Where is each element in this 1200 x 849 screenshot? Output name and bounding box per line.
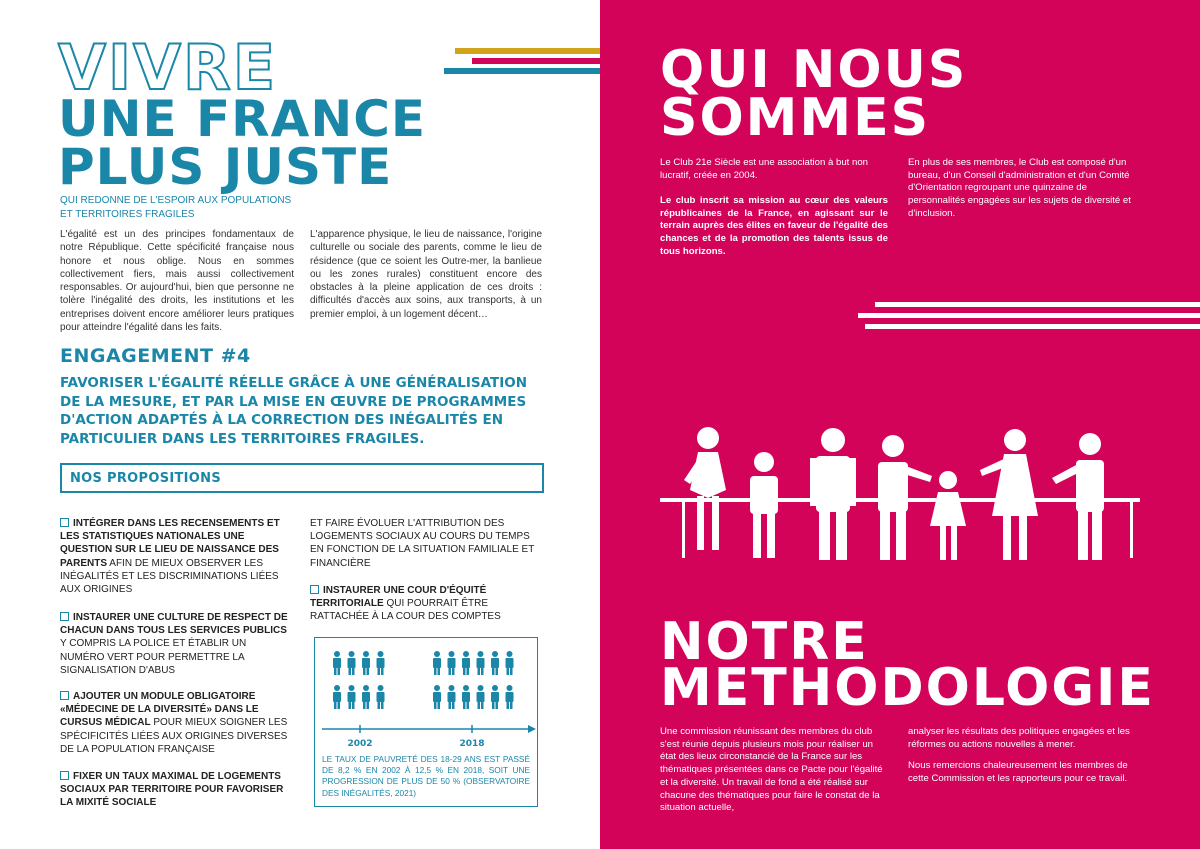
girl-figure-icon bbox=[930, 471, 966, 560]
people-table-pictogram bbox=[660, 420, 1150, 570]
methodologie-col-1: Une commission réunissant des membres du club s'est réunie depuis plusieurs mois pour réaliser un état des lieux circonstancié de la France sur les thématiques présentées dans ce Pacte pour l'égalité et la diversité. Un travail de fond a été réalisé sur chacune des thématiques pour faire le constat de la situation actuelle, bbox=[660, 726, 883, 814]
subtitle: QUI REDONNE DE L'ESPOIR AUX POPULATIONS ET TERRITOIRES FRAGILES bbox=[60, 195, 292, 220]
qui-nous-sommes-line-2: SOMMES bbox=[660, 88, 931, 148]
table-leg-left bbox=[682, 500, 685, 558]
table-leg-right bbox=[1130, 500, 1133, 558]
proposition-3: AJOUTER UN MODULE OBLIGATOIRE «MÉDECINE DE LA DIVERSITÉ» DANS LE CURSUS MÉDICAL POUR MIEUX SOIGNER LES SPÉCIFICITÉS LIÉES AUX ORIGINES DIVERSES DE LA POPULATION FRANÇAISE bbox=[60, 691, 288, 755]
gold-stripe bbox=[455, 48, 600, 54]
checkbox-icon bbox=[60, 518, 69, 527]
year-2018-label: 2018 bbox=[459, 739, 485, 749]
qui-nous-sommes-line-1: QUI NOUS bbox=[660, 40, 968, 100]
timeline-arrow-icon bbox=[528, 725, 536, 733]
person-icon bbox=[333, 651, 341, 675]
year-2002-label: 2002 bbox=[347, 739, 373, 749]
person-icon bbox=[448, 651, 456, 675]
qui-col-1-mission: Le club inscrit sa mission au cœur des valeurs républicaines de la France, en agissant sur le terrain auprès des élites en faveur de l'égalité des chances et de la promotion des talents issus de tous horizons. bbox=[660, 195, 888, 257]
proposition-5: INSTAURER UNE COUR D'ÉQUITÉ TERRITORIALE QUI POURRAIT ÊTRE RATTACHÉE À LA COUR DES COMPTES bbox=[310, 585, 501, 623]
title-line-3: PLUS JUSTE bbox=[58, 138, 393, 196]
white-stripe-3 bbox=[865, 324, 1200, 329]
person-icon bbox=[462, 651, 470, 675]
person-icon bbox=[433, 685, 441, 709]
child-figure-icon bbox=[750, 452, 778, 558]
person-icon bbox=[506, 651, 514, 675]
person-icon bbox=[377, 651, 385, 675]
man-right-figure-icon bbox=[1052, 433, 1104, 560]
man-pointing-figure-icon bbox=[878, 435, 932, 560]
notre-methodologie-line-2: METHODOLOGIE bbox=[660, 658, 1155, 718]
checkbox-icon bbox=[60, 691, 69, 700]
person-icon bbox=[448, 685, 456, 709]
man-figure-icon bbox=[810, 428, 856, 560]
person-icon bbox=[377, 685, 385, 709]
propositions-heading-box bbox=[60, 463, 544, 493]
person-icon bbox=[506, 685, 514, 709]
person-icon bbox=[362, 685, 370, 709]
title-line-2: UNE FRANCE bbox=[58, 90, 427, 148]
person-icon bbox=[491, 651, 499, 675]
person-icon bbox=[333, 685, 341, 709]
woman-right-figure-icon bbox=[980, 429, 1038, 560]
proposition-4: FIXER UN TAUX MAXIMAL DE LOGEMENTS SOCIAUX PAR TERRITOIRE POUR FAVORISER LA MIXITÉ SOCIALE bbox=[60, 771, 284, 809]
proposition-2: INSTAURER UNE CULTURE DE RESPECT DE CHACUN DANS TOUS LES SERVICES PUBLICS Y COMPRIS LA POLICE ET ÉTABLIR UN NUMÉRO VERT POUR PERMETTRE LA SIGNALISATION D'ABUS bbox=[60, 612, 288, 676]
engagement-text: FAVORISER L'ÉGALITÉ RÉELLE GRÂCE À UNE GÉNÉRALISATION DE LA MESURE, ET PAR LA MISE EN ŒUVRE DE PROGRAMMES D'ACTION ADAPTÉS À LA CORRECTION DES INÉGALITÉS EN PARTICULIER DANS LES TERRITOIRES FRAGILES. bbox=[60, 375, 528, 447]
intro-col-1: L'égalité est un des principes fondamentaux de notre République. Cette spécificité française nous honore et nous oblige. Nous en sommes collectivement fiers, mais aussi collectivement responsables. Or aujourd'hui, bien que personne ne tolère l'inégalité des droits, les institutions et les entreprises doivent encore améliorer leurs pratiques pour atteindre l'égalité dans les faits. bbox=[60, 229, 294, 334]
white-stripe-1 bbox=[875, 302, 1200, 307]
person-icon bbox=[348, 651, 356, 675]
qui-col-1-intro: Le Club 21e Siècle est une association à but non lucratif, créée en 2004. bbox=[660, 157, 869, 181]
blue-stripe bbox=[444, 68, 600, 74]
poverty-infographic bbox=[314, 637, 538, 757]
white-stripe-2 bbox=[858, 313, 1200, 318]
checkbox-icon bbox=[310, 585, 319, 594]
methodologie-col-2-p2: Nous remercions chaleureusement les membres de cette Commission et les rapporteurs pour ce travail. bbox=[908, 760, 1128, 784]
person-icon bbox=[491, 685, 499, 709]
magenta-stripe bbox=[472, 58, 600, 64]
checkbox-icon bbox=[60, 612, 69, 621]
right-page bbox=[600, 0, 1200, 849]
notre-methodologie-line-1: NOTRE bbox=[660, 612, 869, 672]
proposition-1: INTÉGRER DANS LES RECENSEMENTS ET LES STATISTIQUES NATIONALES UNE QUESTION SUR LE LIEU DE NAISSANCE DES PARENTS AFIN DE MIEUX OBSERVER LES INÉGALITÉS ET LES DISCRIMINATIONS LIÉES AUX ORIGINES bbox=[60, 518, 280, 596]
woman-figure-icon bbox=[684, 427, 726, 550]
person-icon bbox=[433, 651, 441, 675]
methodologie-col-2-p1: analyser les résultats des politiques engagées et les réformes ou actions nouvelles à mener. bbox=[908, 726, 1130, 750]
propositions-heading: NOS PROPOSITIONS bbox=[70, 471, 221, 486]
engagement-title: ENGAGEMENT #4 bbox=[60, 345, 251, 367]
qui-col-2: En plus de ses membres, le Club est composé d'un bureau, d'un Conseil d'administration et d'un Comité d'Orientation regroupant une quinzaine de personnalités engagées sur les sujets de diversité et d'inclusion. bbox=[908, 157, 1131, 219]
person-icon bbox=[348, 685, 356, 709]
proposition-4-continued: ET FAIRE ÉVOLUER L'ATTRIBUTION DES LOGEMENTS SOCIAUX AU COURS DU TEMPS EN FONCTION DE LA SITUATION FAMILIALE ET FINANCIÈRE bbox=[310, 518, 535, 569]
person-icon bbox=[477, 685, 485, 709]
person-icon bbox=[362, 651, 370, 675]
infographic-caption: LE TAUX DE PAUVRETÉ DES 18-29 ANS EST PASSÉ DE 8,2 % EN 2002 À 12,5 % EN 2018, SOIT UNE PROGRESSION DE PLUS DE 50 % (OBSERVATOIRE DES INÉGALITÉS, 2021) bbox=[322, 754, 530, 798]
intro-col-2: L'apparence physique, le lieu de naissance, l'origine culturelle ou sociale des parents, comme le lieu de résidence (que ce soient les Outre-mer, la banlieue ou les zones rurales) constituent encore des obstacles à la pleine application de ces droits : difficultés d'accès aux soins, aux transports, à un premier emploi, à un logement décent… bbox=[310, 229, 542, 320]
table-top bbox=[660, 498, 1140, 502]
checkbox-icon bbox=[60, 771, 69, 780]
title-outline: VIVRE bbox=[58, 31, 278, 104]
person-icon bbox=[477, 651, 485, 675]
person-icon bbox=[462, 685, 470, 709]
